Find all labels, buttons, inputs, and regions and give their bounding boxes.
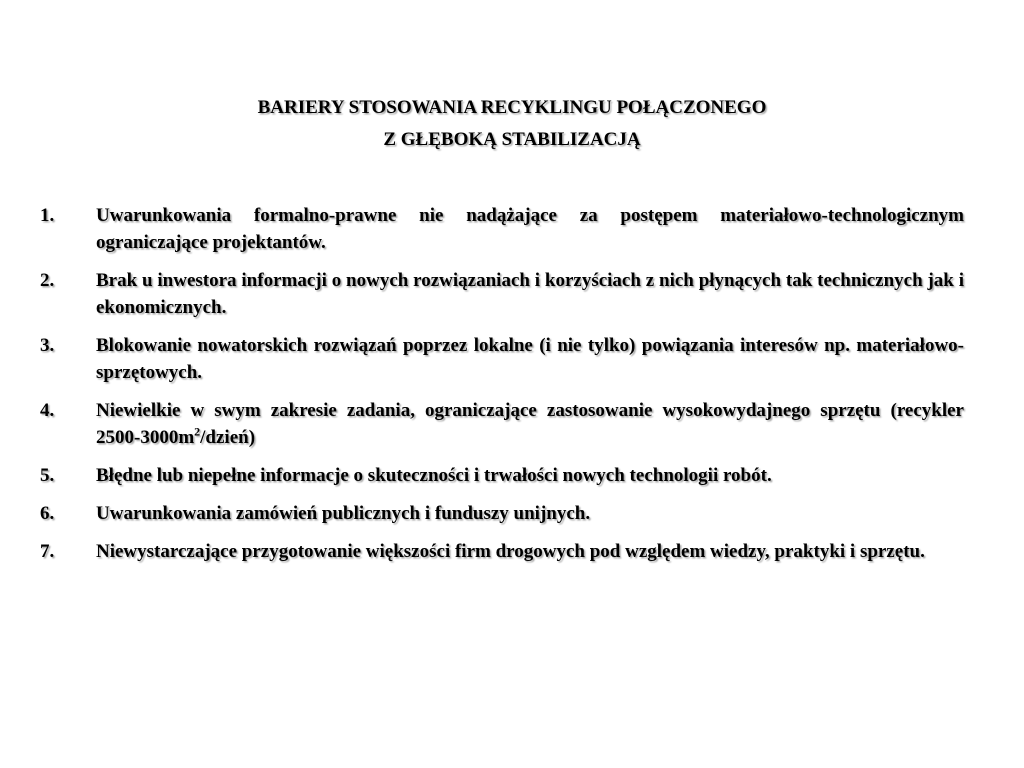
item-number: 7. (40, 541, 55, 562)
slide-title (0, 92, 1024, 156)
list-item-7 (40, 538, 964, 565)
item-text (96, 400, 964, 448)
list-item-4 (40, 397, 964, 451)
item-text: Brak u inwestora informacji o nowych rozwiązaniach i korzyściach z nich płynących tak technicznych jak i ekonomicznych. (96, 270, 964, 318)
item-number: 4. (40, 400, 55, 421)
barriers-list (40, 202, 964, 576)
list-item-5 (40, 462, 964, 489)
list-item-1 (40, 202, 964, 256)
item-text: Uwarunkowania formalno-prawne nie nadążające za postępem materiałowo-technologicznym ograniczające projektantów. (96, 205, 964, 253)
item-text-after: /dzień) (200, 427, 256, 448)
item-text: Niewystarczające przygotowanie większości firm drogowych pod względem wiedzy, praktyki i sprzętu. (96, 541, 925, 562)
item-number: 5. (40, 465, 55, 486)
list-item-6 (40, 500, 964, 527)
title-line-2: Z GŁĘBOKĄ STABILIZACJĄ (383, 129, 641, 150)
title-line-1: BARIERY STOSOWANIA RECYKLINGU POŁĄCZONEGO (257, 97, 767, 118)
item-number: 6. (40, 503, 55, 524)
item-text: Blokowanie nowatorskich rozwiązań poprzez lokalne (i nie tylko) powiązania interesów np. materiałowo-sprzętowych. (96, 335, 964, 383)
item-text: Uwarunkowania zamówień publicznych i funduszy unijnych. (96, 503, 591, 524)
item-number: 1. (40, 205, 55, 226)
item-number: 3. (40, 335, 55, 356)
item-number: 2. (40, 270, 55, 291)
list-item-3 (40, 332, 964, 386)
list-item-2 (40, 267, 964, 321)
item-text: Błędne lub niepełne informacje o skuteczności i trwałości nowych technologii robót. (96, 465, 772, 486)
superscript: 2 (194, 424, 201, 439)
item-text-before: Niewielkie w swym zakresie zadania, ograniczające zastosowanie wysokowydajnego sprzętu (recykler 2500-3000m (96, 400, 964, 448)
